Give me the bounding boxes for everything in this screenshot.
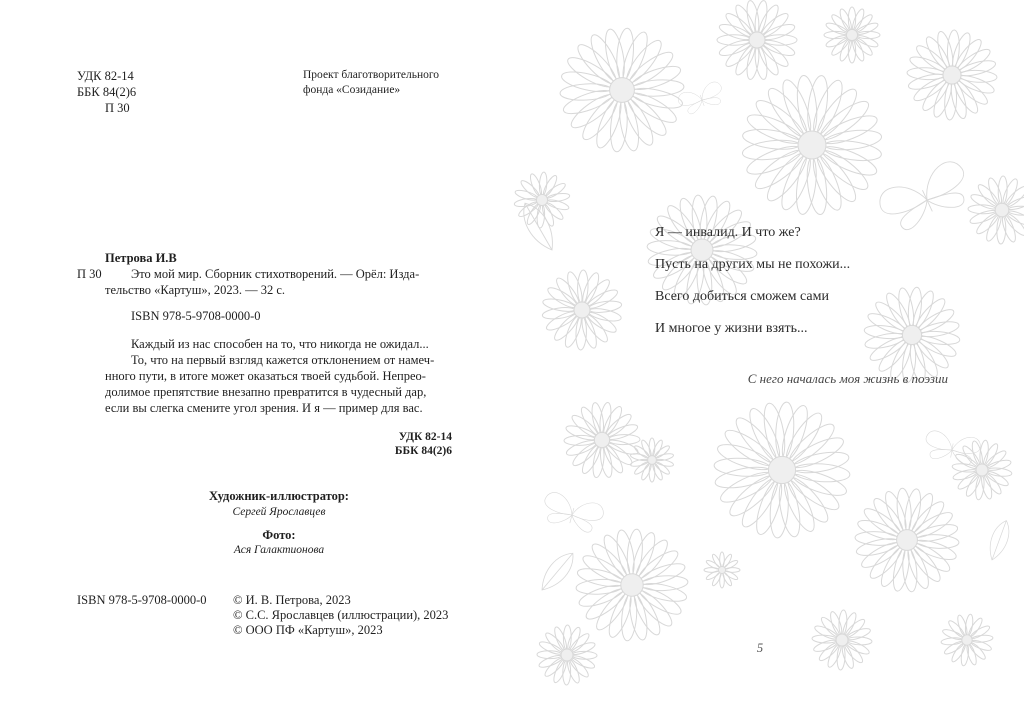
annotation-line: долимое препятствие внезапно превратится в чудесный дар, <box>105 385 427 399</box>
udk-code: УДК 82-14 <box>398 431 452 443</box>
daisy-icon <box>968 176 1024 244</box>
daisy-icon <box>864 287 961 384</box>
annotation-line: То, что на первый взгляд кажется отклонением от намеч- <box>131 353 435 367</box>
biblio-sign: П 30 <box>77 267 102 281</box>
copyright-line: © И. В. Петрова, 2023 <box>233 593 351 607</box>
biblio-line-1: Это мой мир. Сборник стихотворений. — Орёл: Изда- <box>131 267 420 281</box>
author-name: Петрова И.В <box>105 251 177 265</box>
daisy-icon <box>855 488 960 593</box>
daisy-icon <box>560 28 685 153</box>
author-sign: П 30 <box>105 101 130 115</box>
project-line-2: фонда «Созидание» <box>303 84 401 96</box>
daisy-icon <box>704 552 740 588</box>
butterfly-icon <box>875 157 976 236</box>
daisy-icon <box>514 172 570 228</box>
bbk-code: ББК 84(2)6 <box>394 445 452 457</box>
biblio-line-2: тельство «Картуш», 2023. — 32 с. <box>105 283 286 297</box>
daisy-icon <box>941 614 993 666</box>
isbn-bottom: ISBN 978-5-9708-0000-0 <box>77 593 207 607</box>
udk-label: УДК 82-14 <box>77 69 134 83</box>
poem-line: Пусть на других мы не похожи... <box>655 257 851 272</box>
annotation-line: если вы слегка смените угол зрения. И я — пример для вас. <box>105 401 423 415</box>
leaf-icon <box>535 547 580 595</box>
daisy-icon <box>907 30 997 120</box>
leaf-icon <box>985 518 1014 563</box>
daisy-icon <box>824 7 880 63</box>
copyright-line: © ООО ПФ «Картуш», 2023 <box>233 623 383 637</box>
daisy-icon <box>952 440 1013 501</box>
poem-line: Я — инвалид. И что же? <box>655 225 801 240</box>
annotation-line: Каждый из нас способен на то, что никогда не ожидал... <box>131 337 429 351</box>
butterfly-icon <box>540 490 606 535</box>
bbk-label: ББК 84(2)6 <box>77 85 137 99</box>
copyright-line: © С.С. Ярославцев (иллюстрации), 2023 <box>233 608 449 622</box>
photo-name: Ася Галактионова <box>233 544 325 556</box>
poem-caption: С него началась моя жизнь в поэзии <box>747 371 948 386</box>
daisy-butterfly-illustration <box>512 0 1024 727</box>
illustrator-heading: Художник-иллюстратор: <box>209 489 349 503</box>
daisy-icon <box>542 270 623 350</box>
daisy-icon <box>576 529 689 642</box>
daisy-icon <box>717 0 797 80</box>
poem-page <box>512 0 1024 727</box>
daisy-icon <box>714 402 851 539</box>
daisy-icon <box>741 74 882 215</box>
daisy-icon <box>812 610 872 670</box>
poem-line: И многое у жизни взять... <box>655 321 808 336</box>
photo-heading: Фото: <box>262 528 296 542</box>
daisy-icon <box>537 625 597 685</box>
project-line-1: Проект благотворительного <box>303 69 440 81</box>
page-number: 5 <box>756 641 764 655</box>
illustrator-name: Сергей Ярославцев <box>232 506 326 518</box>
annotation-line: нного пути, в итоге может оказаться твоей судьбой. Непрео- <box>105 369 426 383</box>
isbn-line: ISBN 978-5-9708-0000-0 <box>131 309 261 323</box>
daisy-icon <box>630 438 674 482</box>
daisy-icon <box>564 402 640 479</box>
poem-line: Всего добиться сможем сами <box>655 289 829 304</box>
